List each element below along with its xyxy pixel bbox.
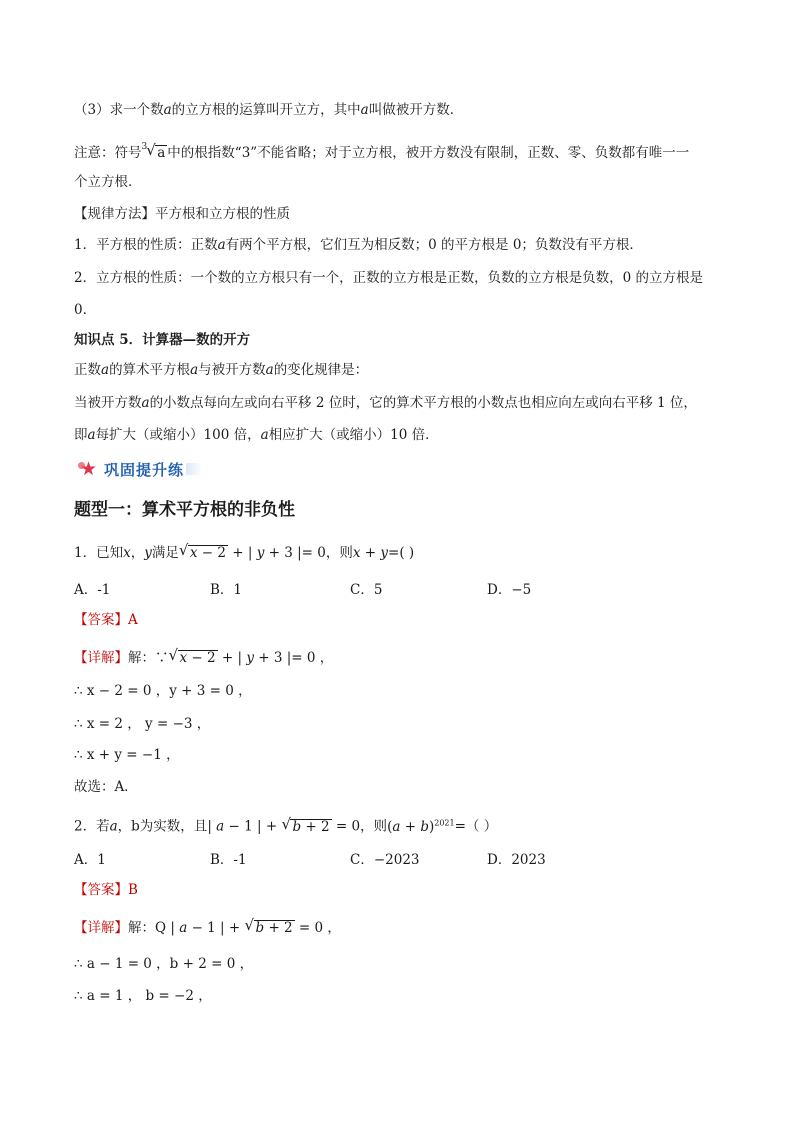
- method-item-1: 1．平方根的性质：正数a有两个平方根，它们互为相反数；0 的平方根是 0；负数没有平方根．: [74, 237, 643, 253]
- knowledge-point-5-heading: 知识点 5．计算器—数的开方: [74, 332, 251, 348]
- question-1-stem: 1．已知x，y满足 √ x − 2 + | y + 3 |= 0，则x + y=( ): [74, 541, 415, 561]
- question-2-detail: 【详解】解：Q | a − 1 | + √ b + 2 = 0 ，: [74, 916, 341, 936]
- option-b[interactable]: B．1: [210, 582, 243, 598]
- option-d[interactable]: D．−5: [487, 582, 532, 598]
- option-d[interactable]: D．2023: [487, 852, 546, 868]
- cube-root-symbol: $^3$ √ a: [141, 141, 166, 161]
- question-2-options: [74, 850, 546, 870]
- cube-root-definition: （3）求一个数a的立方根的运算叫开立方，其中a叫做被开方数．: [74, 102, 464, 118]
- star-icon: ★: [80, 458, 98, 480]
- question-2-stem: 2．若a，b为实数，且| a − 1 | + √ b + 2 = 0，则$(a + b)^{2021}=$（ ）: [74, 814, 498, 835]
- option-c[interactable]: C．5: [350, 582, 383, 598]
- point5-line-1: 正数a的算术平方根a与被开方数a的变化规律是：: [74, 362, 369, 378]
- question-2-step-2: ∴ a = 1 ， b = −2 ，: [74, 988, 212, 1004]
- question-1-step-1: ∴ x − 2 = 0 ，y + 3 = 0 ，: [74, 683, 252, 699]
- question-1-step-2: ∴ x = 2 ， y = −3 ，: [74, 716, 211, 732]
- question-1-conclusion: 故选：A．: [74, 779, 138, 795]
- method-heading: 【规律方法】平方根和立方根的性质: [74, 206, 290, 222]
- note-line-2: 个立方根．: [74, 174, 142, 190]
- option-c[interactable]: C．−2023: [350, 852, 420, 868]
- banner-title: 巩固提升练: [104, 460, 185, 479]
- practice-banner: [78, 457, 202, 481]
- method-item-2: 2．立方根的性质：一个数的立方根只有一个，正数的立方根是正数，负数的立方根是负数，0 的立方根是: [74, 270, 703, 286]
- option-b[interactable]: B．-1: [210, 852, 247, 868]
- question-2-answer: 【答案】B: [74, 882, 138, 898]
- question-1-detail: 【详解】解：∵ √ x − 2 + | y + 3 |= 0 ，: [74, 646, 334, 666]
- method-item-2-cont: 0．: [74, 302, 97, 318]
- note-line: 注意：符号$^3$ √ a 中的根指数“3”不能省略；对于立方根，被开方数没有限制，正数、零、负数都有唯一一: [74, 141, 690, 161]
- question-1-answer: 【答案】A: [74, 612, 138, 628]
- question-1-step-3: ∴ x + y = −1 ，: [74, 747, 180, 763]
- option-a[interactable]: A．-1: [74, 582, 111, 598]
- question-2-step-1: ∴ a − 1 = 0 ，b + 2 = 0 ，: [74, 956, 254, 972]
- option-a[interactable]: A．1: [74, 852, 106, 868]
- question-1-options: [74, 580, 531, 600]
- point5-line-3: 即a每扩大（或缩小）100 倍，a相应扩大（或缩小）10 倍．: [74, 427, 439, 443]
- section-title: 题型一：算术平方根的非负性: [74, 500, 295, 520]
- point5-line-2: 当被开方数a的小数点每向左或向右平移 2 位时，它的算术平方根的小数点也相应向左或向右平移 1 位，: [74, 395, 697, 411]
